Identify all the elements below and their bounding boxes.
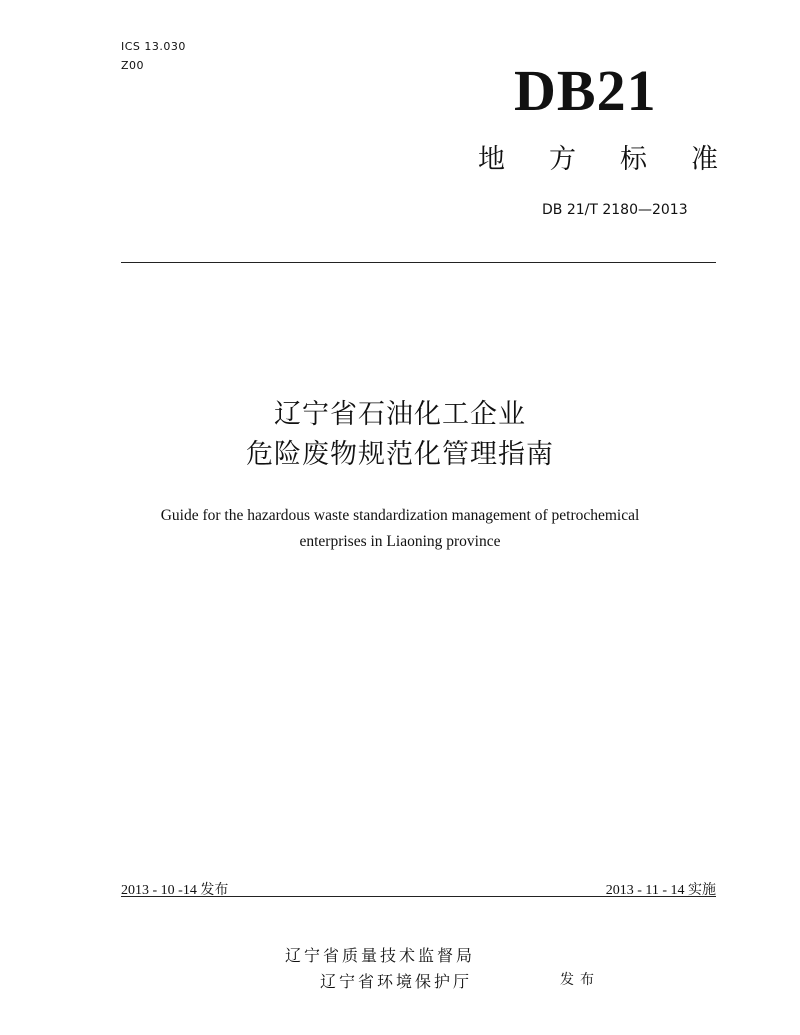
header-divider: [121, 262, 716, 263]
document-type-char: 标: [620, 144, 647, 175]
document-type-char: 准: [691, 144, 718, 175]
title-chinese-line: 辽宁省石油化工企业: [274, 399, 526, 430]
ccs-code: Z00: [121, 59, 145, 72]
title-chinese-line: 危险废物规范化管理指南: [246, 439, 554, 470]
publish-label: 发布: [560, 972, 600, 988]
document-type-char: 地: [478, 144, 505, 175]
title-chinese: [0, 395, 800, 475]
issuer-secondary: 辽宁省环境保护厅: [320, 972, 473, 991]
implementation-date: 2013 - 11 - 14 实施: [605, 883, 716, 898]
document-type-char: 方: [549, 144, 576, 175]
title-english-line: Guide for the hazardous waste standardization management of petrochemical: [160, 507, 640, 524]
document-type: [478, 146, 718, 173]
issue-date: 2013 - 10 -14 发布: [121, 883, 229, 898]
document-number: DB 21/T 2180—2013: [542, 202, 688, 218]
issuer-primary: 辽宁省质量技术监督局: [285, 946, 476, 965]
ics-code: ICS 13.030: [121, 40, 186, 53]
footer-divider: [121, 896, 716, 897]
title-english: [110, 503, 690, 555]
title-english-line: enterprises in Liaoning province: [299, 533, 501, 550]
standard-logo: DB21: [514, 58, 657, 123]
